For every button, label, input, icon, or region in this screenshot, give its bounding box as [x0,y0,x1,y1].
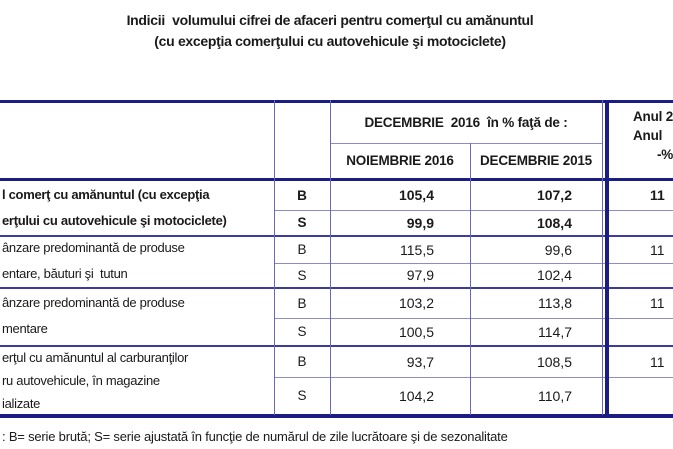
header-dec2016-span: DECEMBRIE 2016 în % faţă de : [364,115,568,130]
value-noi: 100,5 [398,324,434,340]
value-an: 11 [650,187,665,203]
header-col-anul-line3: -% [657,147,673,162]
value-dec: 108,4 [536,215,572,231]
row-label-line: erţului cu autovehicule şi motociclete) [2,212,227,228]
value-an: 11 [650,354,665,370]
value-noi: 115,5 [400,242,434,258]
series-code-b: B [297,242,307,257]
table-bottom-border [0,414,673,418]
value-noi: 104,2 [398,388,434,404]
value-dec: 110,7 [538,388,572,404]
row-label-line: ializate [2,395,41,411]
row-label-total-comert [0,181,272,234]
value-dec: 114,7 [538,324,572,340]
page-title [0,10,660,52]
value-dec: 113,8 [538,295,572,311]
row-label-line: mentare [2,321,48,336]
value-dec: 107,2 [536,187,572,203]
header-col-anul-line2: Anul [633,128,663,143]
an-column-navy-border [605,100,609,415]
value-dec: 108,5 [536,354,572,370]
series-code-b: B [297,354,307,369]
header-col-decembrie: DECEMBRIE 2015 [480,153,592,168]
row-label-carburanti [0,346,272,414]
dec-an-thin-border [602,100,603,415]
value-noi: 97,9 [406,267,434,283]
row-label-line: l comerţ cu amănuntul (cu excepţia [2,186,210,202]
series-code-s: S [297,215,307,230]
series-code-s: S [297,268,307,283]
value-dec: 99,6 [544,242,572,258]
row-label-line: entare, băuturi şi tutun [2,266,128,281]
series-code-b: B [297,188,307,203]
value-noi: 103,2 [398,295,434,311]
row-label-line: ânzare predominantă de produse [2,240,185,255]
value-an: 11 [650,242,665,258]
header-col-anul [633,107,673,164]
series-code-s: S [297,324,307,339]
page-title-line2: (cu excepţia comerţului cu autovehicule şi motociclete) [154,33,506,49]
series-footnote: : B= serie brută; S= serie ajustată în funcţie de numărul de zile lucrătoare şi de sezonalitate [2,429,508,444]
row-label-produse-alimentare [0,236,272,286]
row-label-produse-nealimentare [0,288,272,344]
value-noi: 99,9 [406,215,434,231]
header-col-anul-line1: Anul 2 [633,109,673,124]
row-label-line: ânzare predominantă de produse [2,295,185,310]
value-an: 11 [650,295,665,311]
row-label-line: ru autovehicule, în magazine [2,372,160,388]
row-label-line: erţul cu amănuntul al carburanţilor [2,349,189,365]
value-noi: 105,4 [398,187,434,203]
page-title-line1: Indicii volumului cifrei de afaceri pentru comerţul cu amănuntul [126,12,534,28]
value-dec: 102,4 [536,267,572,283]
header-col-noiembrie: NOIEMBRIE 2016 [346,153,454,168]
series-code-s: S [297,388,307,403]
series-code-b: B [297,296,307,311]
value-noi: 93,7 [406,354,434,370]
